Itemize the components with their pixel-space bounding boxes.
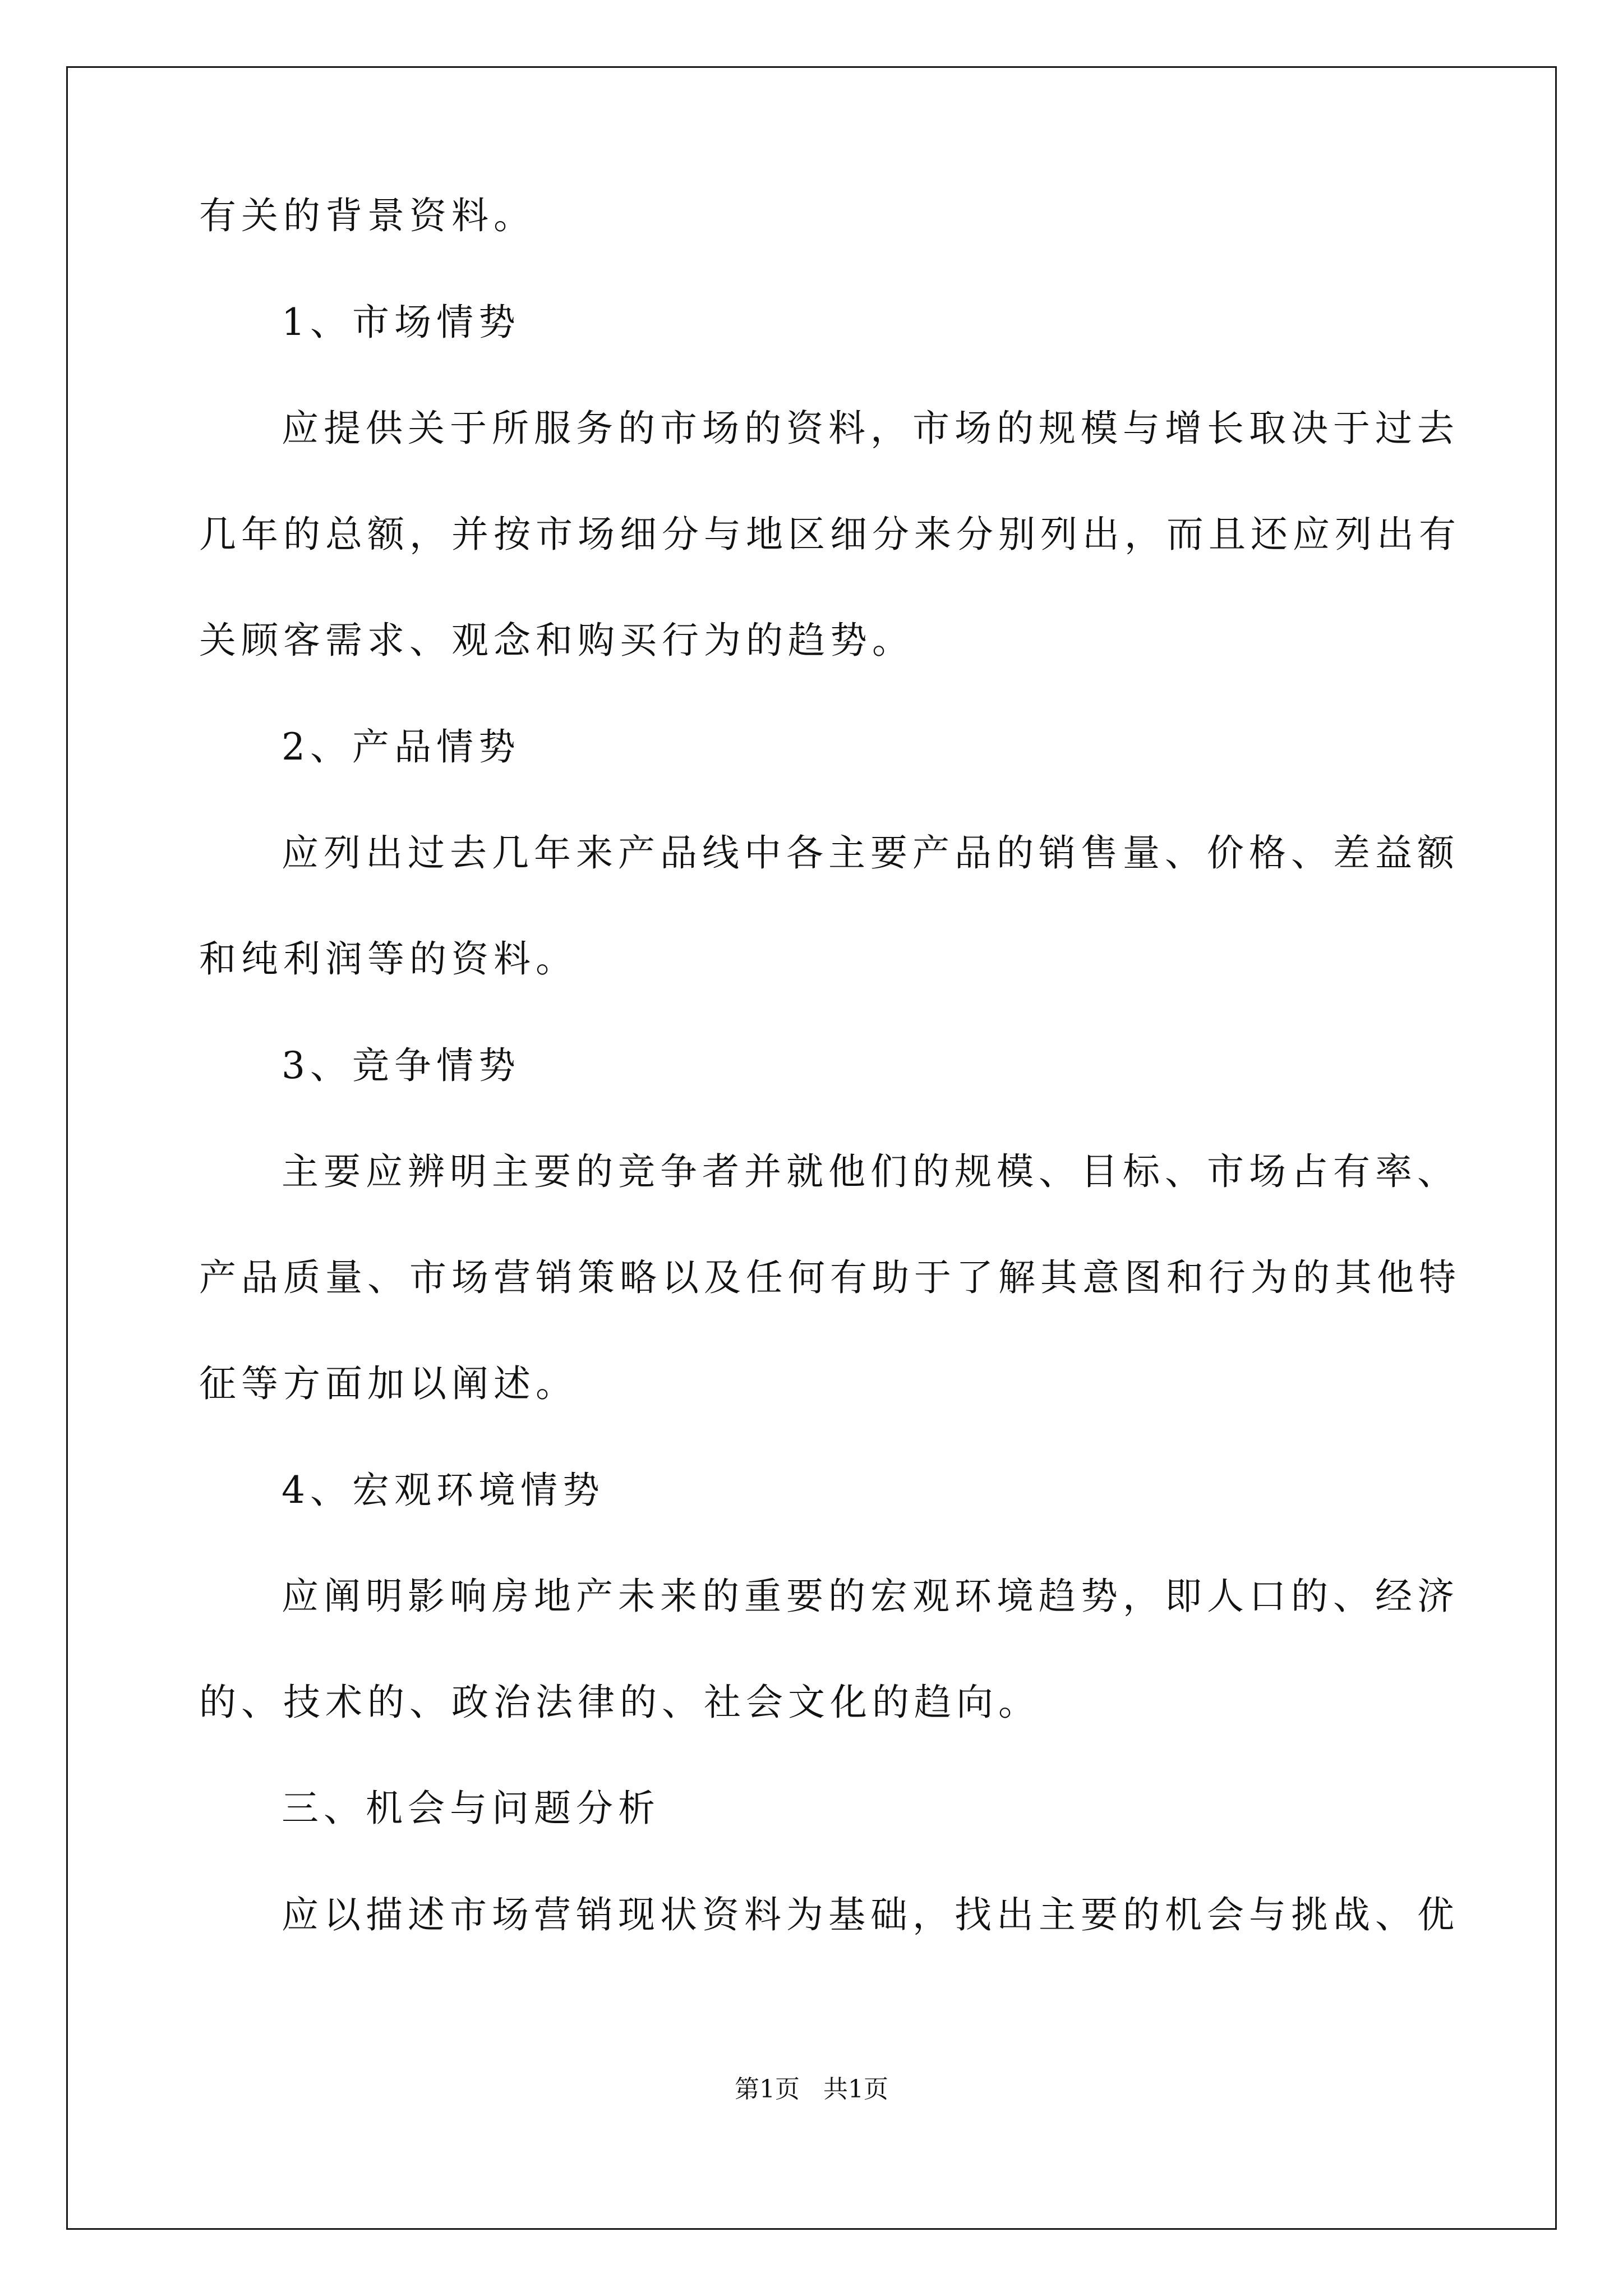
body-text-line: 和纯利润等的资料。 bbox=[199, 937, 578, 981]
body-text-line: 产品质量、市场营销策略以及任何有助于了解其意图和行为的其他特 bbox=[199, 1256, 1461, 1299]
paragraph-first-line: 主要应辨明主要的竞争者并就他们的规模、目标、市场占有率、 bbox=[282, 1150, 1459, 1193]
body-text-line: 的、技术的、政治法律的、社会文化的趋向。 bbox=[199, 1681, 1040, 1724]
paragraph-first-line: 应以描述市场营销现状资料为基础，找出主要的机会与挑战、优 bbox=[282, 1893, 1459, 1936]
footer-spacer bbox=[800, 2075, 823, 2104]
page-total: 共1页 bbox=[823, 2075, 888, 2104]
body-text-line: 征等方面加以阐述。 bbox=[199, 1362, 578, 1405]
paragraph-first-line: 应阐明影响房地产未来的重要的宏观环境趋势，即人口的、经济 bbox=[282, 1575, 1459, 1618]
paragraph-first-line: 应提供关于所服务的市场的资料，市场的规模与增长取决于过去 bbox=[282, 407, 1459, 450]
section-heading: 2、产品情势 bbox=[282, 725, 520, 769]
page-footer bbox=[0, 2073, 1623, 2106]
section-heading: 1、市场情势 bbox=[282, 301, 520, 344]
body-text-line: 几年的总额，并按市场细分与地区细分来分别列出，而且还应列出有 bbox=[199, 513, 1461, 556]
paragraph-first-line: 应列出过去几年来产品线中各主要产品的销售量、价格、差益额 bbox=[282, 831, 1459, 875]
section-heading: 3、竞争情势 bbox=[282, 1044, 520, 1087]
page-number: 第1页 bbox=[735, 2075, 800, 2104]
body-text-line: 关顾客需求、观念和购买行为的趋势。 bbox=[199, 619, 914, 662]
section-heading: 4、宏观环境情势 bbox=[282, 1469, 605, 1512]
body-text-line: 有关的背景资料。 bbox=[199, 194, 536, 237]
section-heading: 三、机会与问题分析 bbox=[282, 1787, 660, 1830]
